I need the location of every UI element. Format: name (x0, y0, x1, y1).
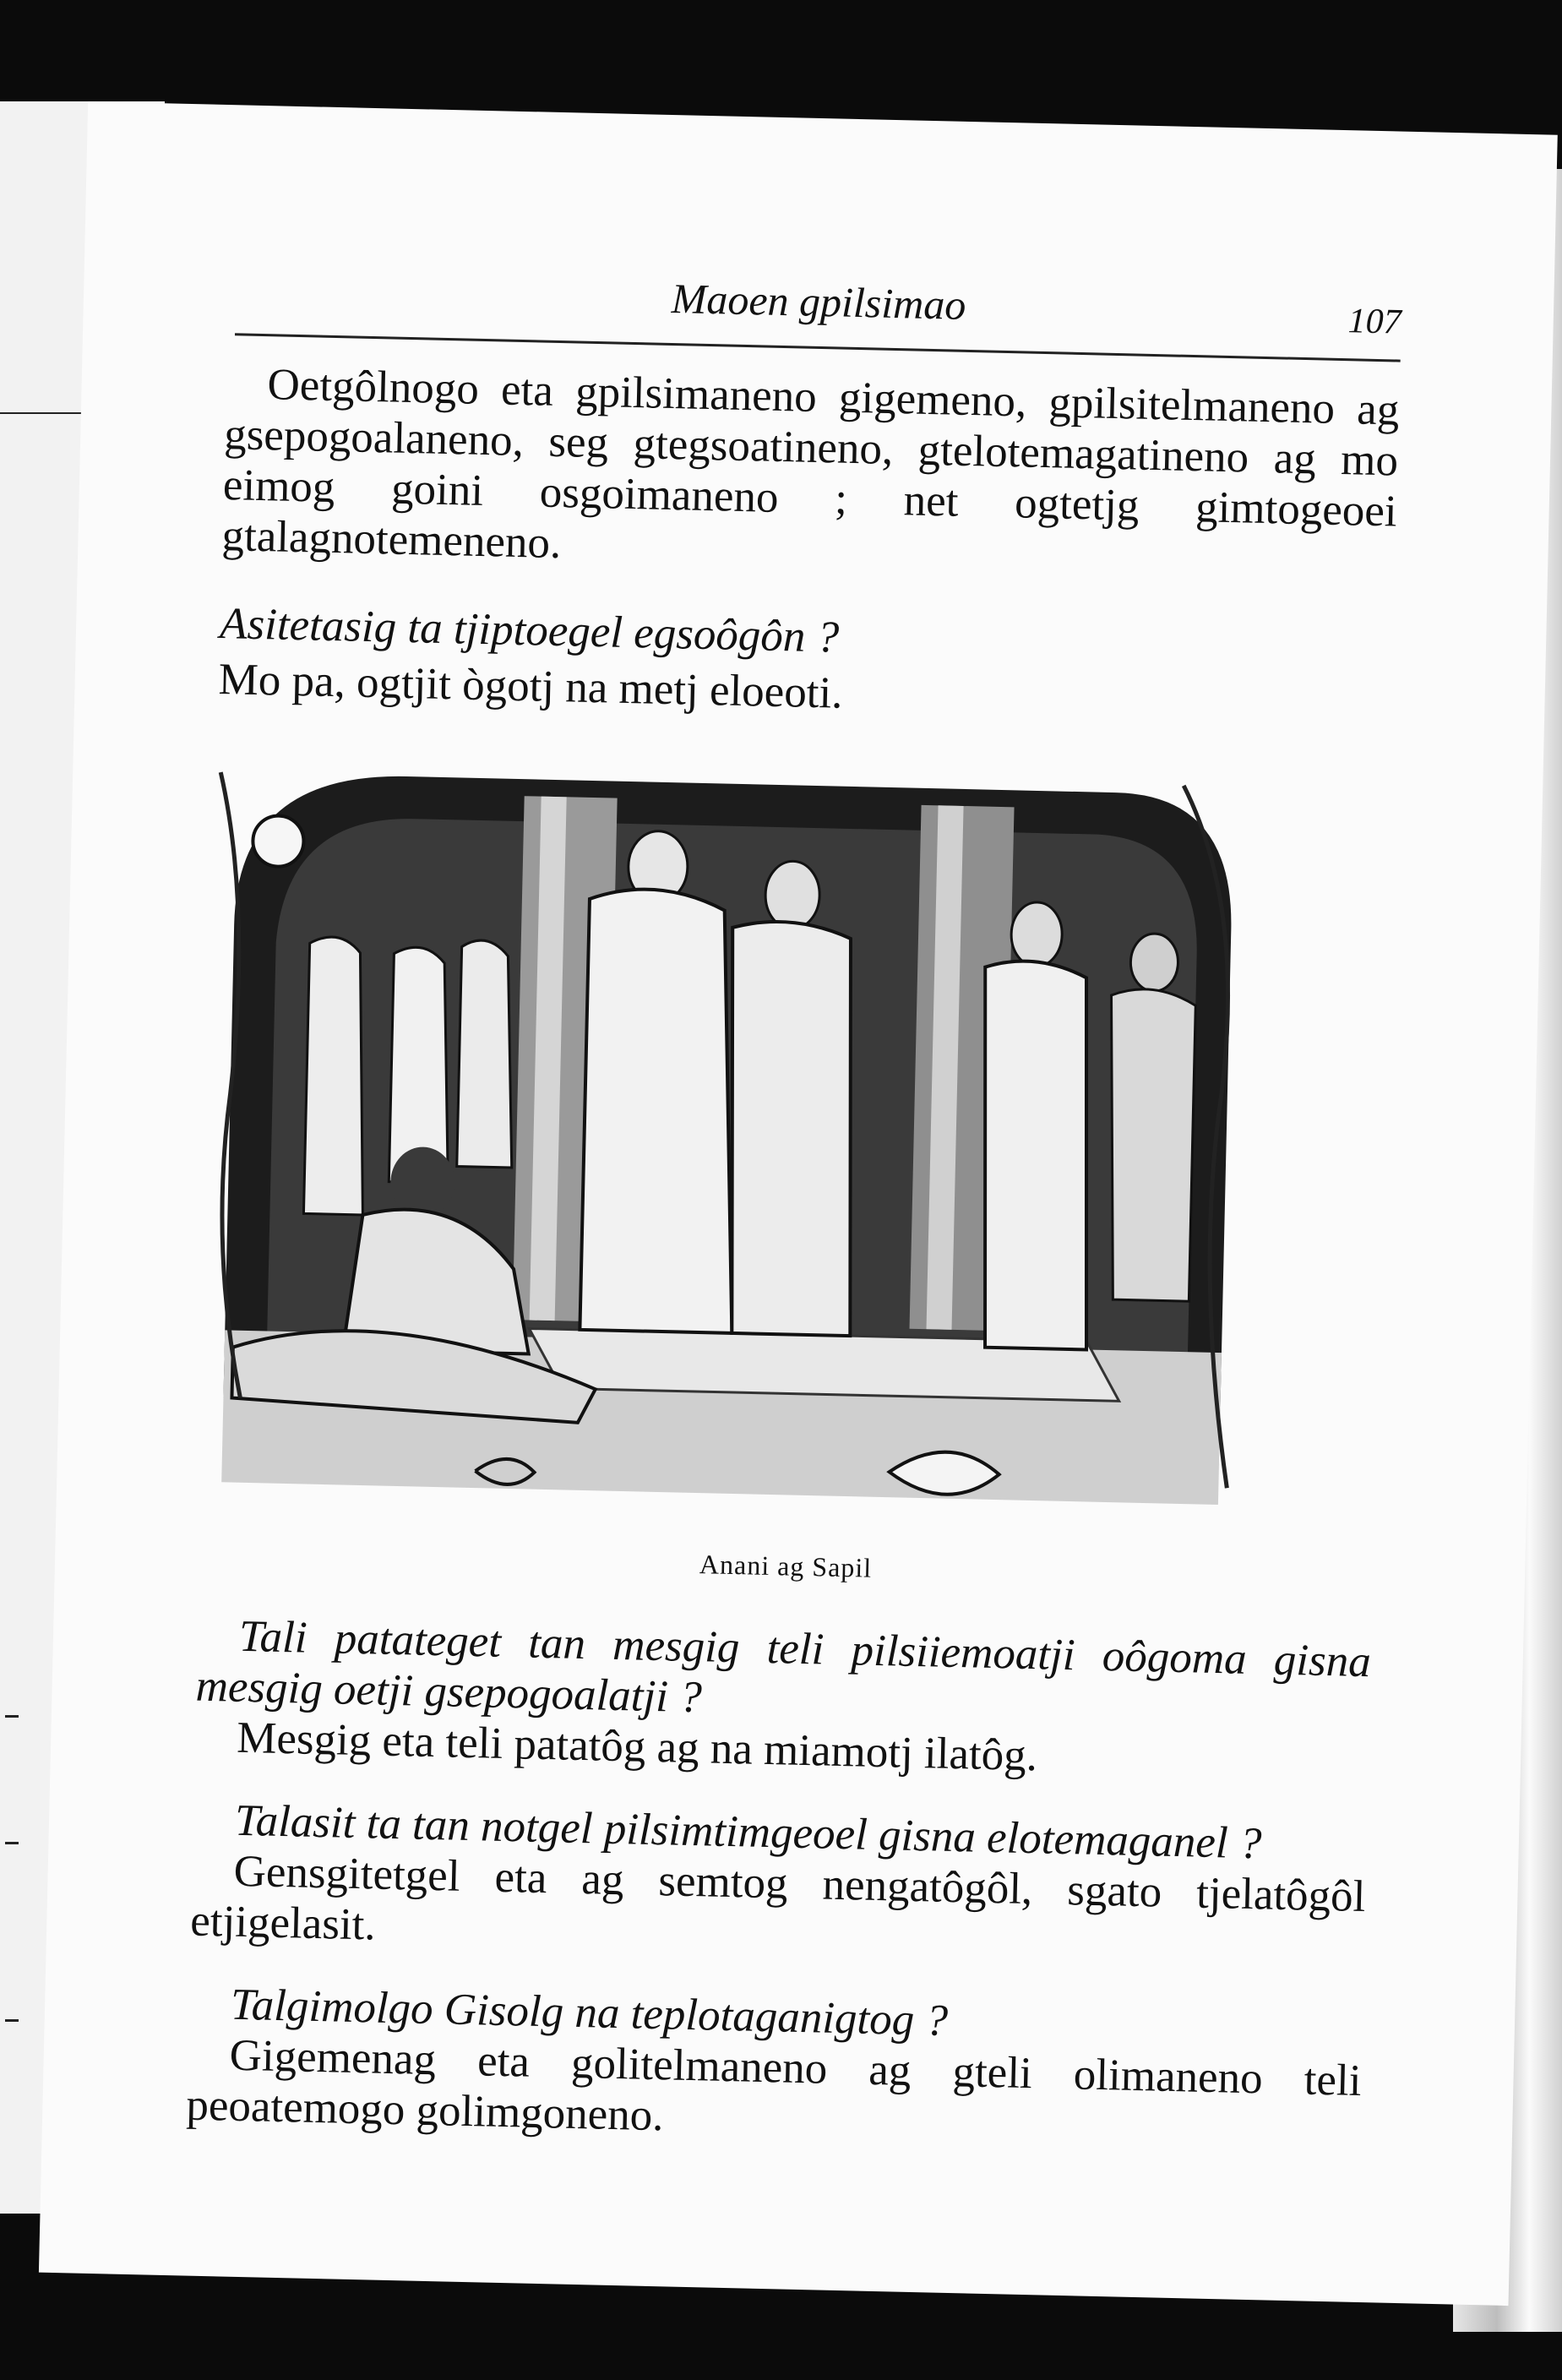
intro-paragraph: Oetgôlnogo eta gpilsimaneno gigemeno, gpilsitelmaneno ag gsepogoalaneno, seg gtegsoatineno, gtelotemagatineno ag mo eimog goini osgoimaneno ; net ogtetjg gimtogeoei gtalagnotemeneno. (220, 360, 1400, 569)
running-header (235, 257, 1402, 362)
page-number: 107 (1347, 302, 1402, 342)
illustration (171, 738, 1269, 1522)
running-title: Maoen gpilsimao (671, 274, 966, 329)
facing-page-dash (5, 1842, 19, 1844)
facing-page-dash (5, 1715, 19, 1718)
facing-page-dash (5, 2019, 19, 2022)
figure-caption: Anani ag Sapil (699, 1549, 873, 1583)
question-1: Asitetasig ta tjiptoegel egsoôgôn ? (219, 598, 840, 662)
illustration-engraving (171, 738, 1269, 1522)
page-content (186, 358, 1400, 2157)
answer-2: Mesgig eta teli patatôg ag na miamotj ilatôg. (236, 1713, 1038, 1781)
answer-3: Gensgitetgel eta ag semtog nengatôgôl, sgato tjelatôgôl etjigelasit. (189, 1846, 1367, 1950)
answer-1: Mo pa, ogtjit ògotj na metj eloeoti. (218, 654, 844, 718)
question-3: Talasit ta tan notgel pilsimtimgeoel gisna elotemaganel ? (234, 1795, 1263, 1869)
question-2: Tali patateget tan mesgig teli pilsiiemoatji oôgoma gisna mesgig oetji gsepogoalatji ? (195, 1611, 1372, 1723)
answer-4: Gigemenag eta golitelmaneno ag gteli olimaneno teli peoatemogo golimgoneno. (185, 2030, 1363, 2141)
book-page (39, 101, 1558, 2306)
facing-page-rule (0, 412, 93, 414)
question-4: Talgimolgo Gisolg na teplotaganigtog ? (230, 1980, 949, 2045)
